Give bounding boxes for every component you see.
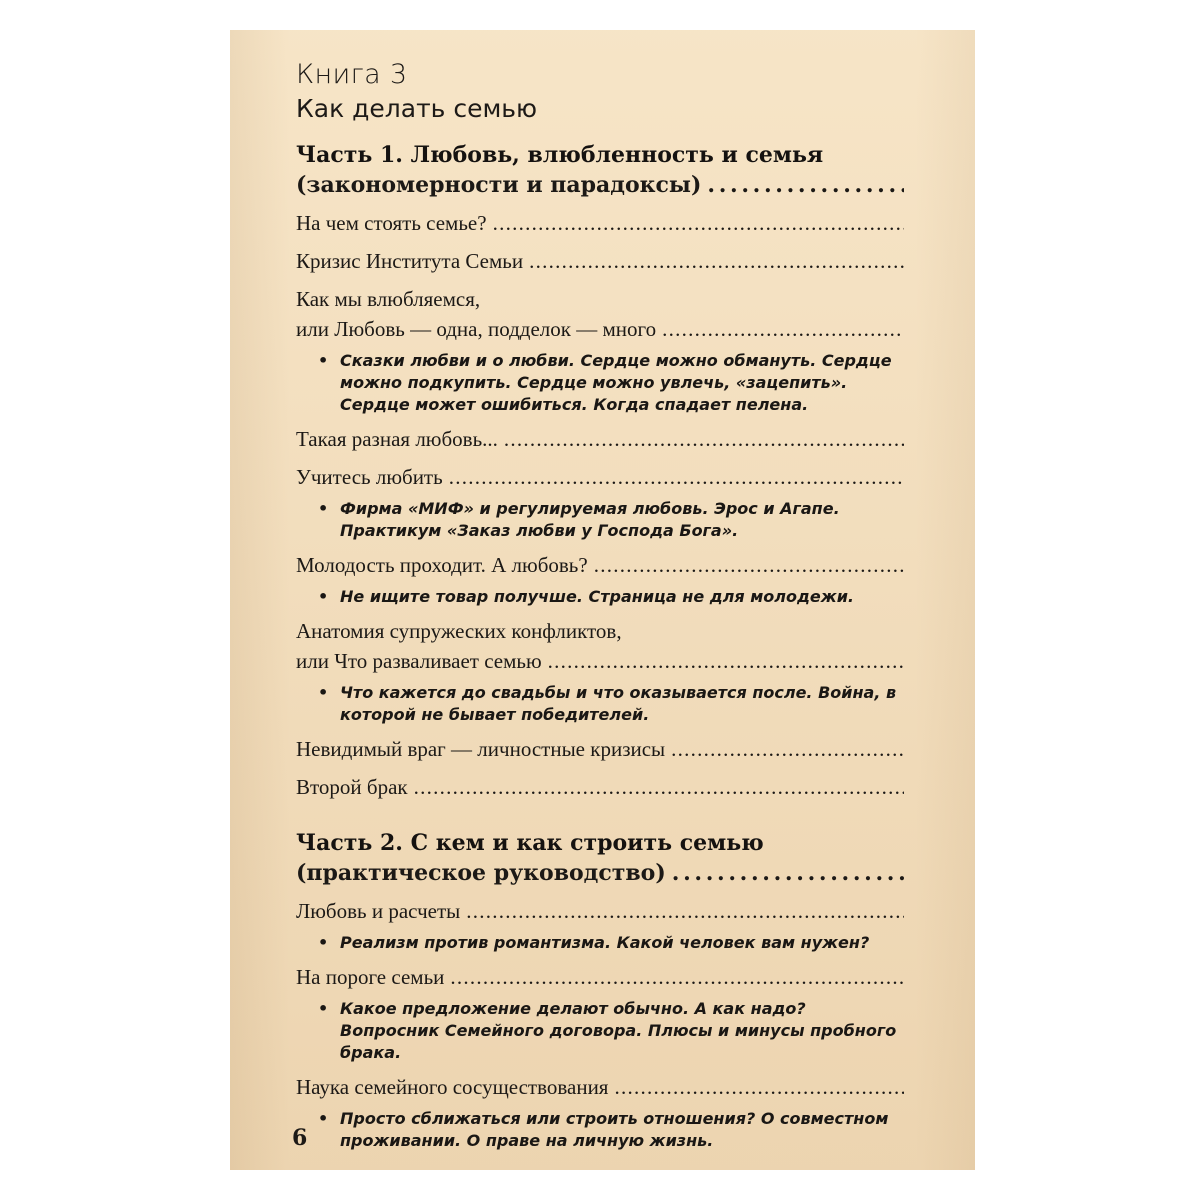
dot-leader [450,962,904,992]
toc-entry [296,962,904,1064]
toc-entry-title: или Любовь — одна, подделок — много [296,317,657,341]
page-number: 6 [292,1125,308,1151]
toc-entry-subtopics [318,932,904,954]
part-2-heading-line1: Часть 2. С кем и как строить семью [296,830,764,856]
toc-entry-subtopics [318,498,904,542]
subtopics-text: Реализм против романтизма. Какой человек вам нужен? [340,933,870,952]
book-label: Книга 3 [296,59,408,90]
dot-leader [504,424,904,454]
dot-leader [614,1072,904,1102]
dot-leader [466,896,904,926]
bullet-icon: • [318,999,329,1018]
toc-entry-title: Учитесь любить [296,465,443,489]
toc-entry-title: Как мы влюбляемся, [296,287,481,311]
toc-entry-line [296,896,904,926]
book-title: Как делать семью [296,94,538,123]
part-1-heading [296,140,904,200]
toc-entry-title: Невидимый враг — личностные кризисы [296,737,666,761]
dot-leader [449,462,904,492]
dot-leader [671,734,904,764]
toc-entry-title: Любовь и расчеты [296,899,461,923]
toc-entry [296,896,904,954]
toc-entry-subtopics [318,998,904,1064]
table-of-contents [296,58,904,1156]
bullet-icon: • [318,683,329,702]
toc-entry-line [296,550,904,580]
toc-entry-title: Анатомия супружеских конфликтов, [296,619,622,643]
toc-entry [296,616,904,726]
subtopics-text: Фирма «МИФ» и регулируемая любовь. Эрос и Агапе. Практикум «Заказ любви у Господа Бога». [340,499,840,540]
toc-entry-title: Кризис Института Семьи [296,249,524,273]
toc-entry-line [296,208,904,238]
part-2-entries [296,896,904,1152]
dot-leader [493,208,904,238]
bullet-icon: • [318,1109,329,1128]
subtopics-text: Какое предложение делают обычно. А как надо? Вопросник Семейного договора. Плюсы и минусы пробного брака. [340,999,897,1062]
toc-entry-line [296,1072,904,1102]
part-1-heading-line2: (закономерности и парадоксы) . . . [296,170,904,200]
subtopics-text: Просто сближаться или строить отношения? О совместном проживании. О праве на личную жизнь. [340,1109,889,1150]
toc-entry-line [296,462,904,492]
subtopics-text: Что кажется до свадьбы и что оказывается после. Война, в которой не бывает победителей. [340,683,897,724]
toc-entry-line [296,246,904,276]
toc-entry [296,734,904,764]
toc-entry-subtopics [318,682,904,726]
dot-leader [672,858,904,888]
part-1-entries [296,208,904,802]
toc-entry [296,284,904,416]
toc-entry-title: или Что разваливает семью [296,649,542,673]
dot-leader [548,646,904,676]
dot-leader [707,170,904,200]
part-1-heading-line1: Часть 1. Любовь, влюбленность и семья [296,142,824,168]
toc-entry-subtopics [318,350,904,416]
toc-entry [296,208,904,238]
bullet-icon: • [318,587,329,606]
toc-entry [296,424,904,454]
toc-entry-title: На чем стоять семье? [296,211,487,235]
toc-entry-line [296,772,904,802]
bullet-icon: • [318,933,329,952]
toc-entry-subtopics [318,586,904,608]
toc-entry-title: Такая разная любовь... [296,427,498,451]
toc-entry-subtopics [318,1108,904,1152]
toc-entry [296,772,904,802]
dot-leader [529,246,904,276]
part-2-heading [296,828,904,888]
toc-entry-title: На пороге семьи [296,965,445,989]
subtopics-text: Сказки любви и о любви. Сердце можно обмануть. Сердце можно подкупить. Сердце можно увлечь, «зацепить». Сердце может ошибиться. Когда спадает пелена. [340,351,892,414]
dot-leader [662,314,904,344]
dot-leader [414,772,904,802]
toc-entry-title: Второй брак [296,775,408,799]
toc-entry-line [296,646,904,676]
toc-entry-line [296,962,904,992]
toc-entry-line [296,734,904,764]
subtopics-text: Не ищите товар получше. Страница не для молодежи. [340,587,854,606]
toc-entry [296,1072,904,1152]
toc-entry-line [296,314,904,344]
toc-entry-title: Молодость проходит. А любовь? [296,553,588,577]
bullet-icon: • [318,351,329,370]
toc-entry-title: Наука семейного сосуществования [296,1075,609,1099]
book-page [230,30,975,1170]
dot-leader [594,550,904,580]
part-2-heading-line2: (практическое руководство) . . . [296,858,904,888]
toc-entry [296,246,904,276]
toc-entry [296,550,904,608]
toc-entry [296,462,904,542]
bullet-icon: • [318,499,329,518]
toc-entry-line [296,424,904,454]
